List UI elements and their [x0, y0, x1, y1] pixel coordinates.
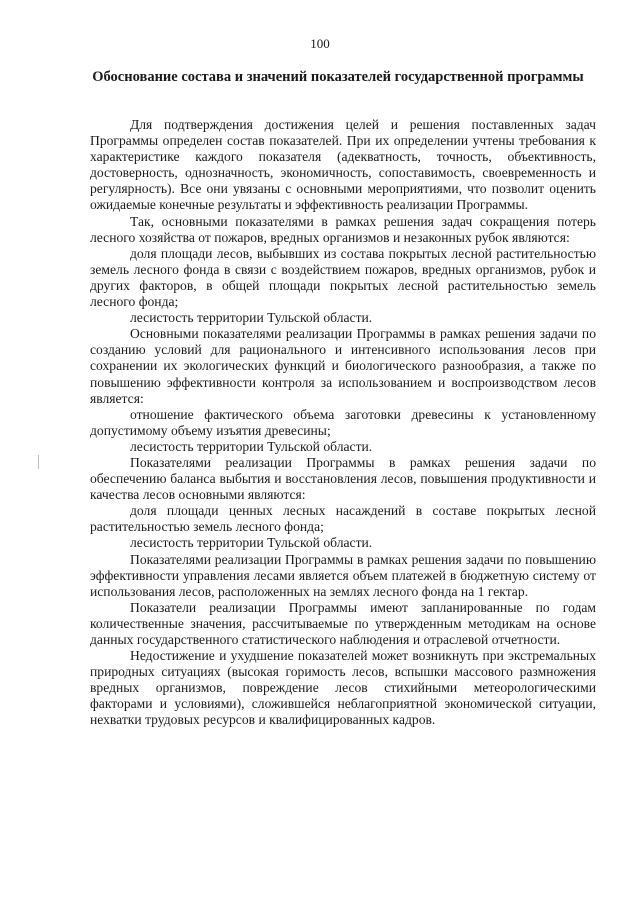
paragraph-task2-intro: Основными показателями реализации Программы в рамках решения задачи по созданию условий для рационального и интенсивного использования лесов при сохранении их экологических функций и биологического разнообразия, а также по повышению эффективности контроля за использованием и воспроизводством лесов является:: [90, 326, 596, 406]
paragraph-task1-intro: Так, основными показателями в рамках решения задач сокращения потерь лесного хозяйства от пожаров, вредных организмов и незаконных рубок являются:: [90, 213, 596, 245]
section-title: Обоснование состава и значений показателей государственной программы: [92, 69, 584, 85]
paragraph-task2-indicator-2: лесистость территории Тульской области.: [130, 438, 373, 454]
paragraph-task1-indicator-2: лесистость территории Тульской области.: [130, 310, 373, 326]
paragraph-task4: Показателями реализации Программы в рамках решения задачи по повышению эффективности управления лесами является объем платежей в бюджетную систему от использования лесов, расположенных на землях лесного фонда на 1 гектар.: [90, 551, 596, 599]
paragraph-task2-indicator-1: отношение фактического объема заготовки древесины к установленному допустимому объему изъятия древесины;: [90, 406, 596, 438]
paragraph-task3-indicator-2: лесистость территории Тульской области.: [130, 535, 373, 551]
paragraph-task3-indicator-1: доля площади ценных лесных насаждений в составе покрытых лесной растительностью земель лесного фонда;: [90, 503, 596, 535]
page-number: 100: [310, 36, 330, 51]
body-text: [90, 117, 596, 729]
margin-mark: [38, 455, 39, 469]
paragraph-task3-intro: Показателями реализации Программы в рамках решения задачи по обеспечению баланса выбытия и восстановления лесов, повышения продуктивности и качества лесов основными являются:: [90, 454, 596, 503]
paragraph-planned-values: Показатели реализации Программы имеют запланированные по годам количественные значения, рассчитываемые по утвержденным методикам на основе данных государственного статистического наблюдения и отраслевой отчетности.: [90, 599, 596, 647]
paragraph-task1-indicator-1: доля площади лесов, выбывших из состава покрытых лесной растительностью земель лесного фонда в связи с воздействием пожаров, вредных организмов, рубок и других факторов, в общей площади покрытых лесной растительностью земель лесного фонда;: [90, 245, 596, 310]
paragraph-intro: Для подтверждения достижения целей и решения поставленных задач Программы определен состав показателей. При их определении учтены требования к характеристике каждого показателя (адекватность, точность, объективность, достоверность, однозначность, экономичность, сопоставимость, своевременность и регулярность). Все они увязаны с основными мероприятиями, что позволит оценить ожидаемые конечные результаты и эффективность реализации Программы.: [90, 117, 596, 213]
paragraph-risks: Недостижение и ухудшение показателей может возникнуть при экстремальных природных ситуациях (высокая горимость лесов, вспышки массового размножения вредных организмов, повреждение лесов стихийными метеорологическими факторами и условиями), сложившейся неблагоприятной экономической ситуации, нехватки трудовых ресурсов и квалифицированных кадров.: [90, 648, 596, 728]
